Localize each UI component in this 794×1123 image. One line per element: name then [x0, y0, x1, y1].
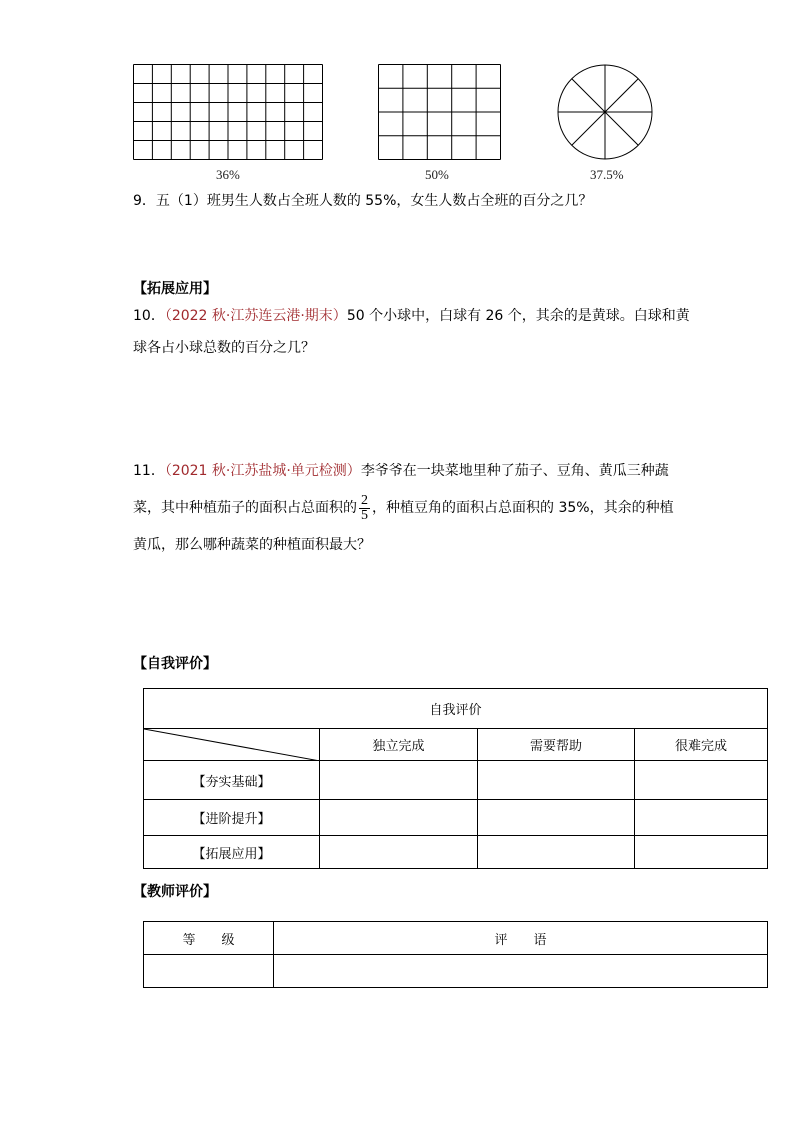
column-need-help: 需要帮助	[478, 729, 635, 761]
fraction-two-fifths	[359, 494, 370, 523]
question-11-text: 李爷爷在一块菜地里种了茄子、豆角、黄瓜三种蔬	[360, 463, 669, 479]
question-10-line-1	[133, 306, 690, 326]
row-extend: 【拓展应用】	[144, 836, 320, 869]
question-11-line-3: 黄瓜，那么哪种蔬菜的种植面积最大？	[133, 537, 371, 553]
grade-cell[interactable]	[144, 955, 274, 988]
row-advance: 【进阶提升】	[144, 800, 320, 836]
self-eval-title: 【自我评价】	[133, 656, 217, 672]
fraction-denominator: 5	[361, 507, 368, 523]
column-hard: 很难完成	[635, 729, 768, 761]
question-11-number: 11．	[133, 463, 165, 479]
question-10-number: 10．	[133, 308, 165, 324]
check-cell[interactable]	[320, 836, 478, 869]
question-10-line-2: 球各占小球总数的百分之几？	[133, 340, 315, 356]
question-10-text: 50 个小球中，白球有 26 个，其余的是黄球。白球和黄	[346, 308, 690, 324]
grid-caption-50: 50%	[425, 167, 449, 182]
circle-figure	[557, 64, 653, 160]
check-cell[interactable]	[478, 761, 635, 800]
check-cell[interactable]	[635, 761, 768, 800]
check-cell[interactable]	[635, 836, 768, 869]
check-cell[interactable]	[320, 800, 478, 836]
question-11-line-1	[133, 461, 669, 481]
question-11-line-2	[133, 490, 674, 526]
question-11-text-a: 菜，其中种植茄子的面积占总面积的	[133, 500, 357, 516]
section-extend-title: 【拓展应用】	[133, 281, 217, 297]
question-11-text-b: ，种植豆角的面积占总面积的 35%，其余的种植	[372, 500, 674, 516]
self-eval-table	[143, 688, 768, 869]
diagonal-line	[144, 729, 320, 761]
fraction-numerator: 2	[361, 492, 368, 508]
diagonal-header-cell	[144, 729, 320, 761]
check-cell[interactable]	[478, 836, 635, 869]
grade-header: 等 级	[144, 922, 274, 955]
grid-figure-50	[378, 64, 501, 160]
check-cell[interactable]	[478, 800, 635, 836]
teacher-eval-table	[143, 921, 768, 988]
comment-cell[interactable]	[274, 955, 768, 988]
check-cell[interactable]	[635, 800, 768, 836]
self-eval-table-title: 自我评价	[144, 689, 768, 729]
teacher-eval-title: 【教师评价】	[133, 884, 217, 900]
question-11-source: （2021 秋·江苏盐城·单元检测）	[164, 463, 361, 479]
comment-header: 评 语	[274, 922, 768, 955]
column-independent: 独立完成	[320, 729, 478, 761]
grid-caption-36: 36%	[216, 167, 240, 182]
question-10-source: （2022 秋·江苏连云港·期末）	[164, 308, 347, 324]
grid-figure-36	[133, 64, 323, 160]
circle-caption: 37.5%	[590, 167, 624, 182]
check-cell[interactable]	[320, 761, 478, 800]
row-foundation: 【夯实基础】	[144, 761, 320, 800]
question-9: 9．五（1）班男生人数占全班人数的 55%，女生人数占全班的百分之几？	[133, 193, 593, 209]
